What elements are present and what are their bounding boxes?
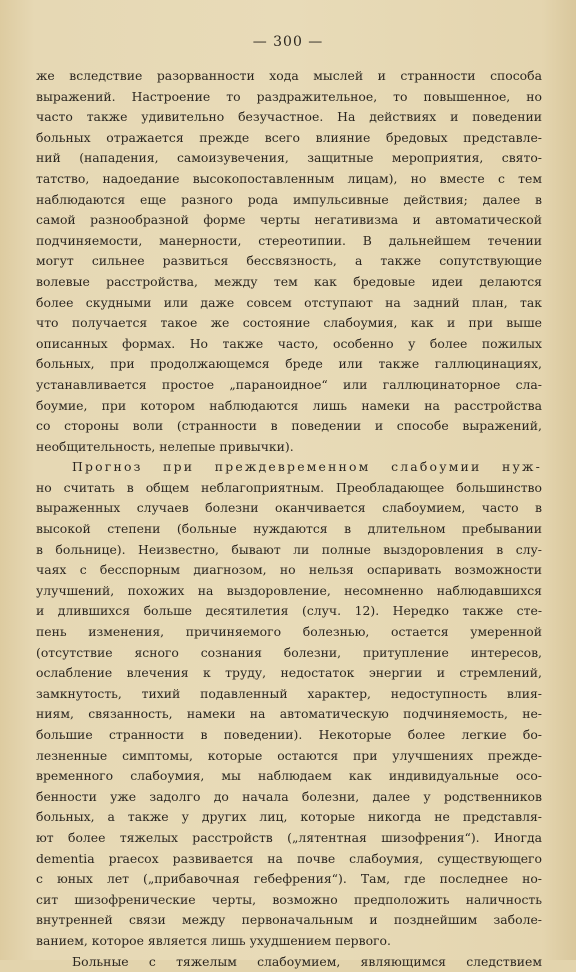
text-line: улучшений, похожих на выздоровление, несомненно наблюдавшихся [36, 582, 542, 598]
text-line: но считать в общем неблагоприятным. Преобладающее большинство [36, 479, 542, 495]
text-line: описанных формах. Но также часто, особенно у более пожилых [36, 335, 542, 351]
text-line: часто также удивительно безучастное. На действиях и поведении [36, 109, 542, 125]
paragraph-start-line: Больные с тяжелым слабоумием, являющимся следствием [72, 953, 542, 969]
text-line: замкнутость, тихий подавленный характер, недоступность влия- [36, 685, 542, 701]
text-line: (отсутствие ясного сознания болезни, притупление интересов, [36, 644, 542, 660]
text-line: сит шизофренические черты, возможно предположить наличность [36, 891, 542, 907]
text-line: лезненные симптомы, которые остаются при улучшениях прежде- [36, 747, 542, 763]
text-line: выраженных случаев болезни оканчивается слабоумием, часто в [36, 500, 542, 516]
text-line: больных, при продолжающемся бреде или также галлюцинациях, [36, 356, 542, 372]
paragraph-start-line: Прогноз при преждевременном слабоумии нуж- [72, 459, 542, 475]
text-line: ниям, связанность, намеки на автоматическую подчиняемость, не- [36, 706, 542, 722]
text-line: пень изменения, причиняемого болезнью, остается умеренной [36, 624, 542, 640]
text-line: высокой степени (больные нуждаются в длительном пребывании [36, 521, 542, 537]
paragraph-end-line: необщительность, нелепые привычки). [36, 438, 294, 454]
text-line: ний (нападения, самоизувечения, защитные мероприятия, свято- [36, 150, 542, 166]
paragraph-end-line: ванием, которое является лишь ухудшением первого. [36, 932, 391, 948]
page-number: — 300 — [252, 34, 324, 50]
text-line: подчиняемости, манерности, стереотипии. В дальнейшем течении [36, 232, 542, 248]
text-line: со стороны воли (странности в поведении и способе выражений, [36, 418, 542, 434]
body-text [36, 66, 542, 972]
text-line: самой разнообразной форме черты негативизма и автоматической [36, 212, 542, 228]
text-line: выражений. Настроение то раздражительное, то повышенное, но [36, 88, 542, 104]
text-line: же вследствие разорванности хода мыслей и странности способа [36, 68, 542, 83]
text-line: внутренней связи между первоначальным и позднейшим заболе- [36, 912, 542, 928]
text-line: большие странности в поведении). Некоторые более легкие бо- [36, 727, 542, 742]
text-line: больных, а также у других лиц, которые никогда не представля- [36, 809, 542, 825]
text-line: татство, надоедание высокопоставленным лицам), но вместе с тем [36, 170, 542, 186]
text-line: в больнице). Неизвестно, бывают ли полные выздоровления в слу- [36, 541, 542, 557]
text-line: более скудными или даже совсем отступают на задний план, так [36, 294, 542, 310]
text-line: с юных лет („прибавочная гебефрения“). Там, где последнее но- [36, 871, 542, 887]
text-line: ют более тяжелых расстройств („лятентная шизофрения“). Иногда [36, 829, 542, 845]
text-line: что получается такое же состояние слабоумия, как и при выше [36, 315, 542, 331]
text-line: устанавливается простое „параноидное“ или галлюцинаторное сла- [36, 376, 542, 392]
text-line: боумие, при котором наблюдаются лишь намеки на расстройства [36, 397, 542, 413]
text-line: и длившихся больше десятилетия (случ. 12). Нередко также сте- [36, 603, 542, 619]
text-line: больных отражается прежде всего влияние бредовых представле- [36, 129, 542, 145]
text-line: dementia praecox развивается на почве слабоумия, существующего [36, 850, 542, 866]
text-line: временного слабоумия, мы наблюдаем как индивидуальные осо- [36, 768, 542, 784]
text-line: наблюдаются еще разного рода импульсивные действия; далее в [36, 191, 542, 207]
text-line: ослабление влечения к труду, недостаток энергии и стремлений, [36, 665, 542, 681]
text-line: бенности уже задолго до начала болезни, далее у родственников [36, 788, 542, 804]
text-line: чаях с бесспорным диагнозом, но нельзя оспаривать возможности [36, 562, 542, 578]
text-line: волевые расстройства, между тем как бредовые идеи делаются [36, 273, 542, 289]
text-line: могут сильнее развиться бессвязность, а также сопутствующие [36, 253, 542, 269]
